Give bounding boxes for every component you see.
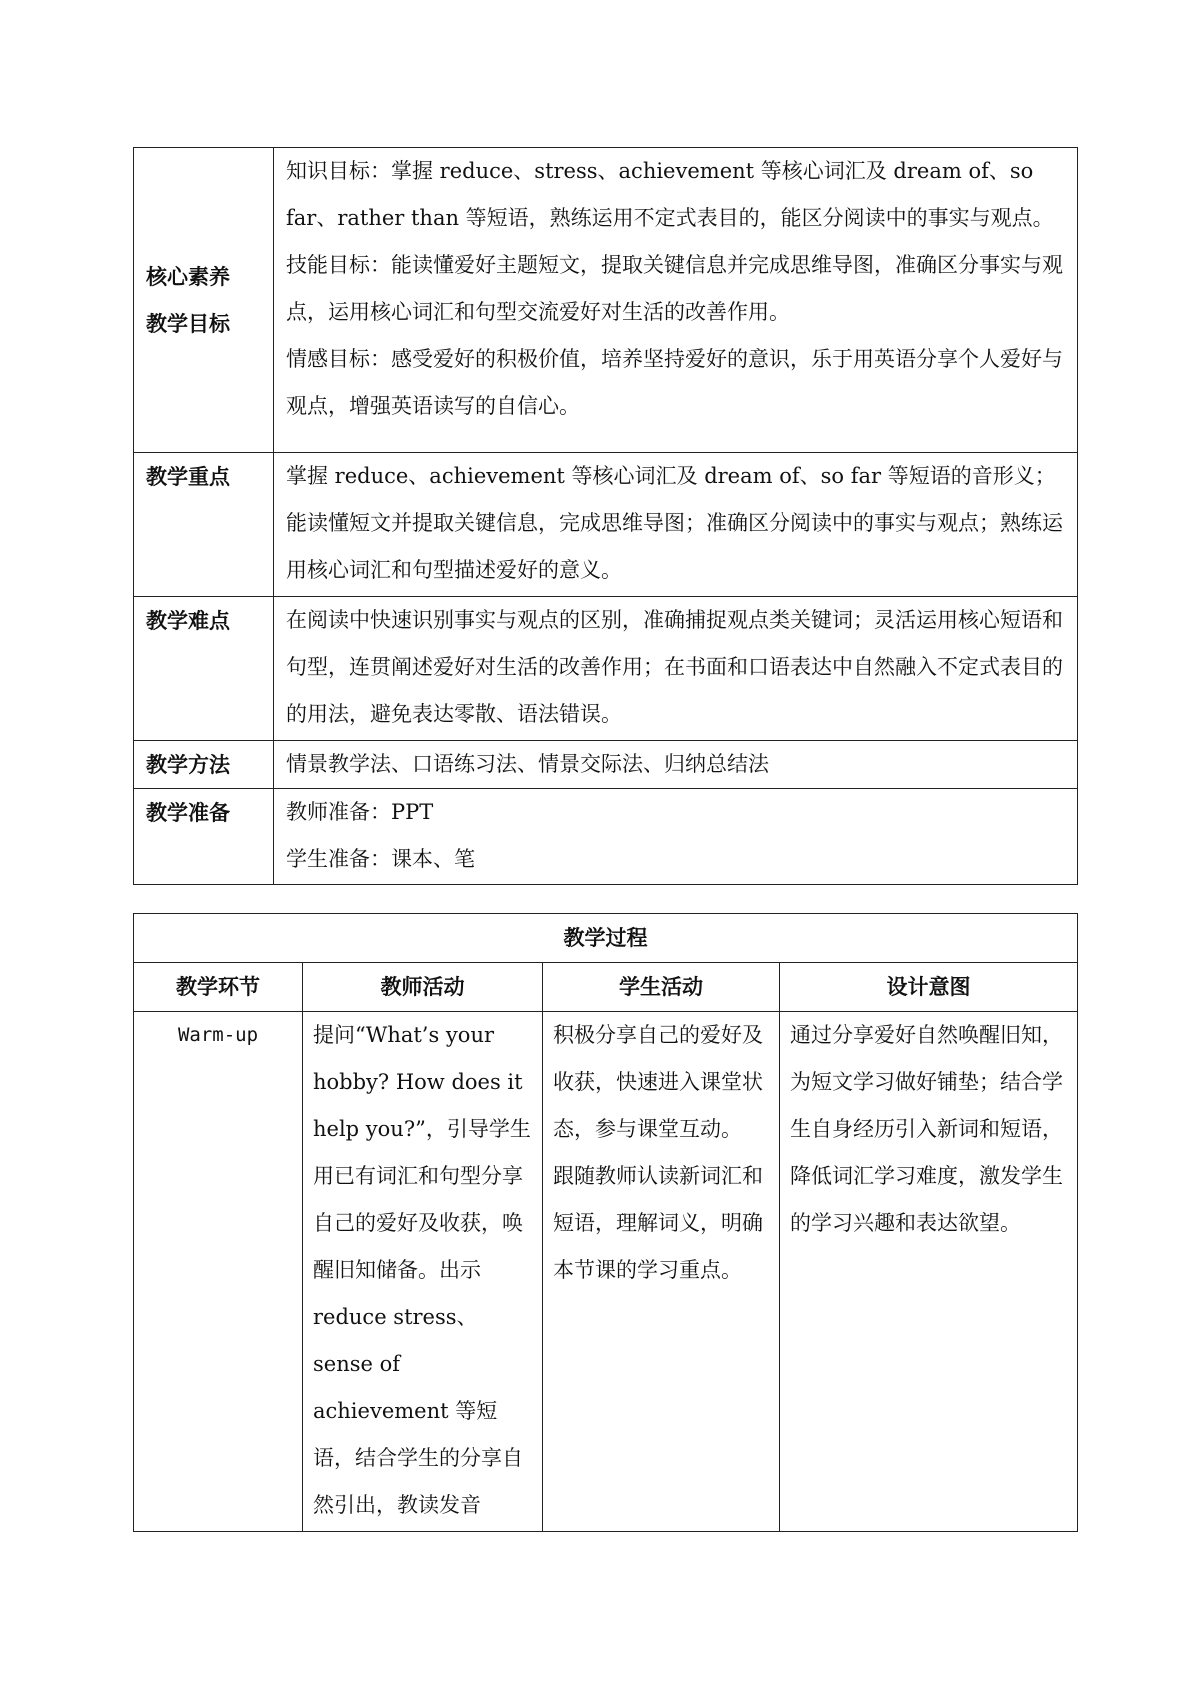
key-points-text: 掌握 reduce、achievement 等核心词汇及 dream of、so far 等短语的音形义；能读懂短文并提取关键信息，完成思维导图；准确区分阅读中的事实与观点；熟练运用核心词汇和句型描述爱好的意义。	[274, 453, 1078, 597]
design-intent-cell: 通过分享爱好自然唤醒旧知，为短文学习做好铺垫；结合学生自身经历引入新词和短语，降低词汇学习难度，激发学生的学习兴趣和表达欲望。	[780, 1012, 1078, 1532]
teacher-preparation: 教师准备：PPT	[286, 800, 434, 824]
process-title: 教学过程	[134, 914, 1078, 963]
key-points-row	[134, 453, 1078, 597]
header-teacher-activity: 教师活动	[303, 963, 543, 1012]
header-design-intent: 设计意图	[780, 963, 1078, 1012]
preparation-row	[134, 789, 1078, 885]
methods-text: 情景教学法、口语练习法、情景交际法、归纳总结法	[274, 741, 1078, 789]
emotion-objective: 情感目标：感受爱好的积极价值，培养坚持爱好的意识，乐于用英语分享个人爱好与观点，增强英语读写的自信心。	[286, 347, 1063, 418]
objectives-label	[134, 148, 274, 453]
difficulties-row	[134, 597, 1078, 741]
student-activity-part1: 积极分享自己的爱好及收获，快速进入课堂状态，参与课堂互动。	[553, 1023, 763, 1141]
preparation-content	[274, 789, 1078, 885]
process-row	[134, 1012, 1078, 1532]
methods-row	[134, 741, 1078, 789]
stage-cell: Warm-up	[134, 1012, 303, 1532]
objectives-label-line1: 核心素养	[146, 264, 230, 289]
key-points-label: 教学重点	[134, 453, 274, 597]
skill-objective: 技能目标：能读懂爱好主题短文，提取关键信息并完成思维导图，准确区分事实与观点，运用核心词汇和句型交流爱好对生活的改善作用。	[286, 253, 1063, 324]
header-stage: 教学环节	[134, 963, 303, 1012]
objectives-label-line2: 教学目标	[146, 311, 230, 336]
header-student-activity: 学生活动	[543, 963, 780, 1012]
process-title-row	[134, 914, 1078, 963]
teacher-activity-cell: 提问“What’s your hobby? How does it help you?”，引导学生用已有词汇和句型分享自己的爱好及收获，唤醒旧知储备。出示 reduce stress、sense of achievement 等短语，结合学生的分享自然引出，教读发音	[303, 1012, 543, 1532]
student-activity-cell	[543, 1012, 780, 1532]
objectives-content	[274, 148, 1078, 453]
process-header-row	[134, 963, 1078, 1012]
methods-label: 教学方法	[134, 741, 274, 789]
preparation-label: 教学准备	[134, 789, 274, 885]
knowledge-objective: 知识目标：掌握 reduce、stress、achievement 等核心词汇及 dream of、so far、rather than 等短语，熟练运用不定式表目的，能区分阅读中的事实与观点。	[286, 159, 1054, 230]
lesson-plan-top-table	[133, 147, 1078, 885]
student-preparation: 学生准备：课本、笔	[286, 847, 475, 871]
difficulties-label: 教学难点	[134, 597, 274, 741]
student-activity-part2: 跟随教师认读新词汇和短语，理解词义，明确本节课的学习重点。	[553, 1164, 763, 1282]
difficulties-text: 在阅读中快速识别事实与观点的区别，准确捕捉观点类关键词；灵活运用核心短语和句型，连贯阐述爱好对生活的改善作用；在书面和口语表达中自然融入不定式表目的的用法，避免表达零散、语法错误。	[274, 597, 1078, 741]
objectives-row	[134, 148, 1078, 453]
teaching-process-table	[133, 913, 1078, 1532]
